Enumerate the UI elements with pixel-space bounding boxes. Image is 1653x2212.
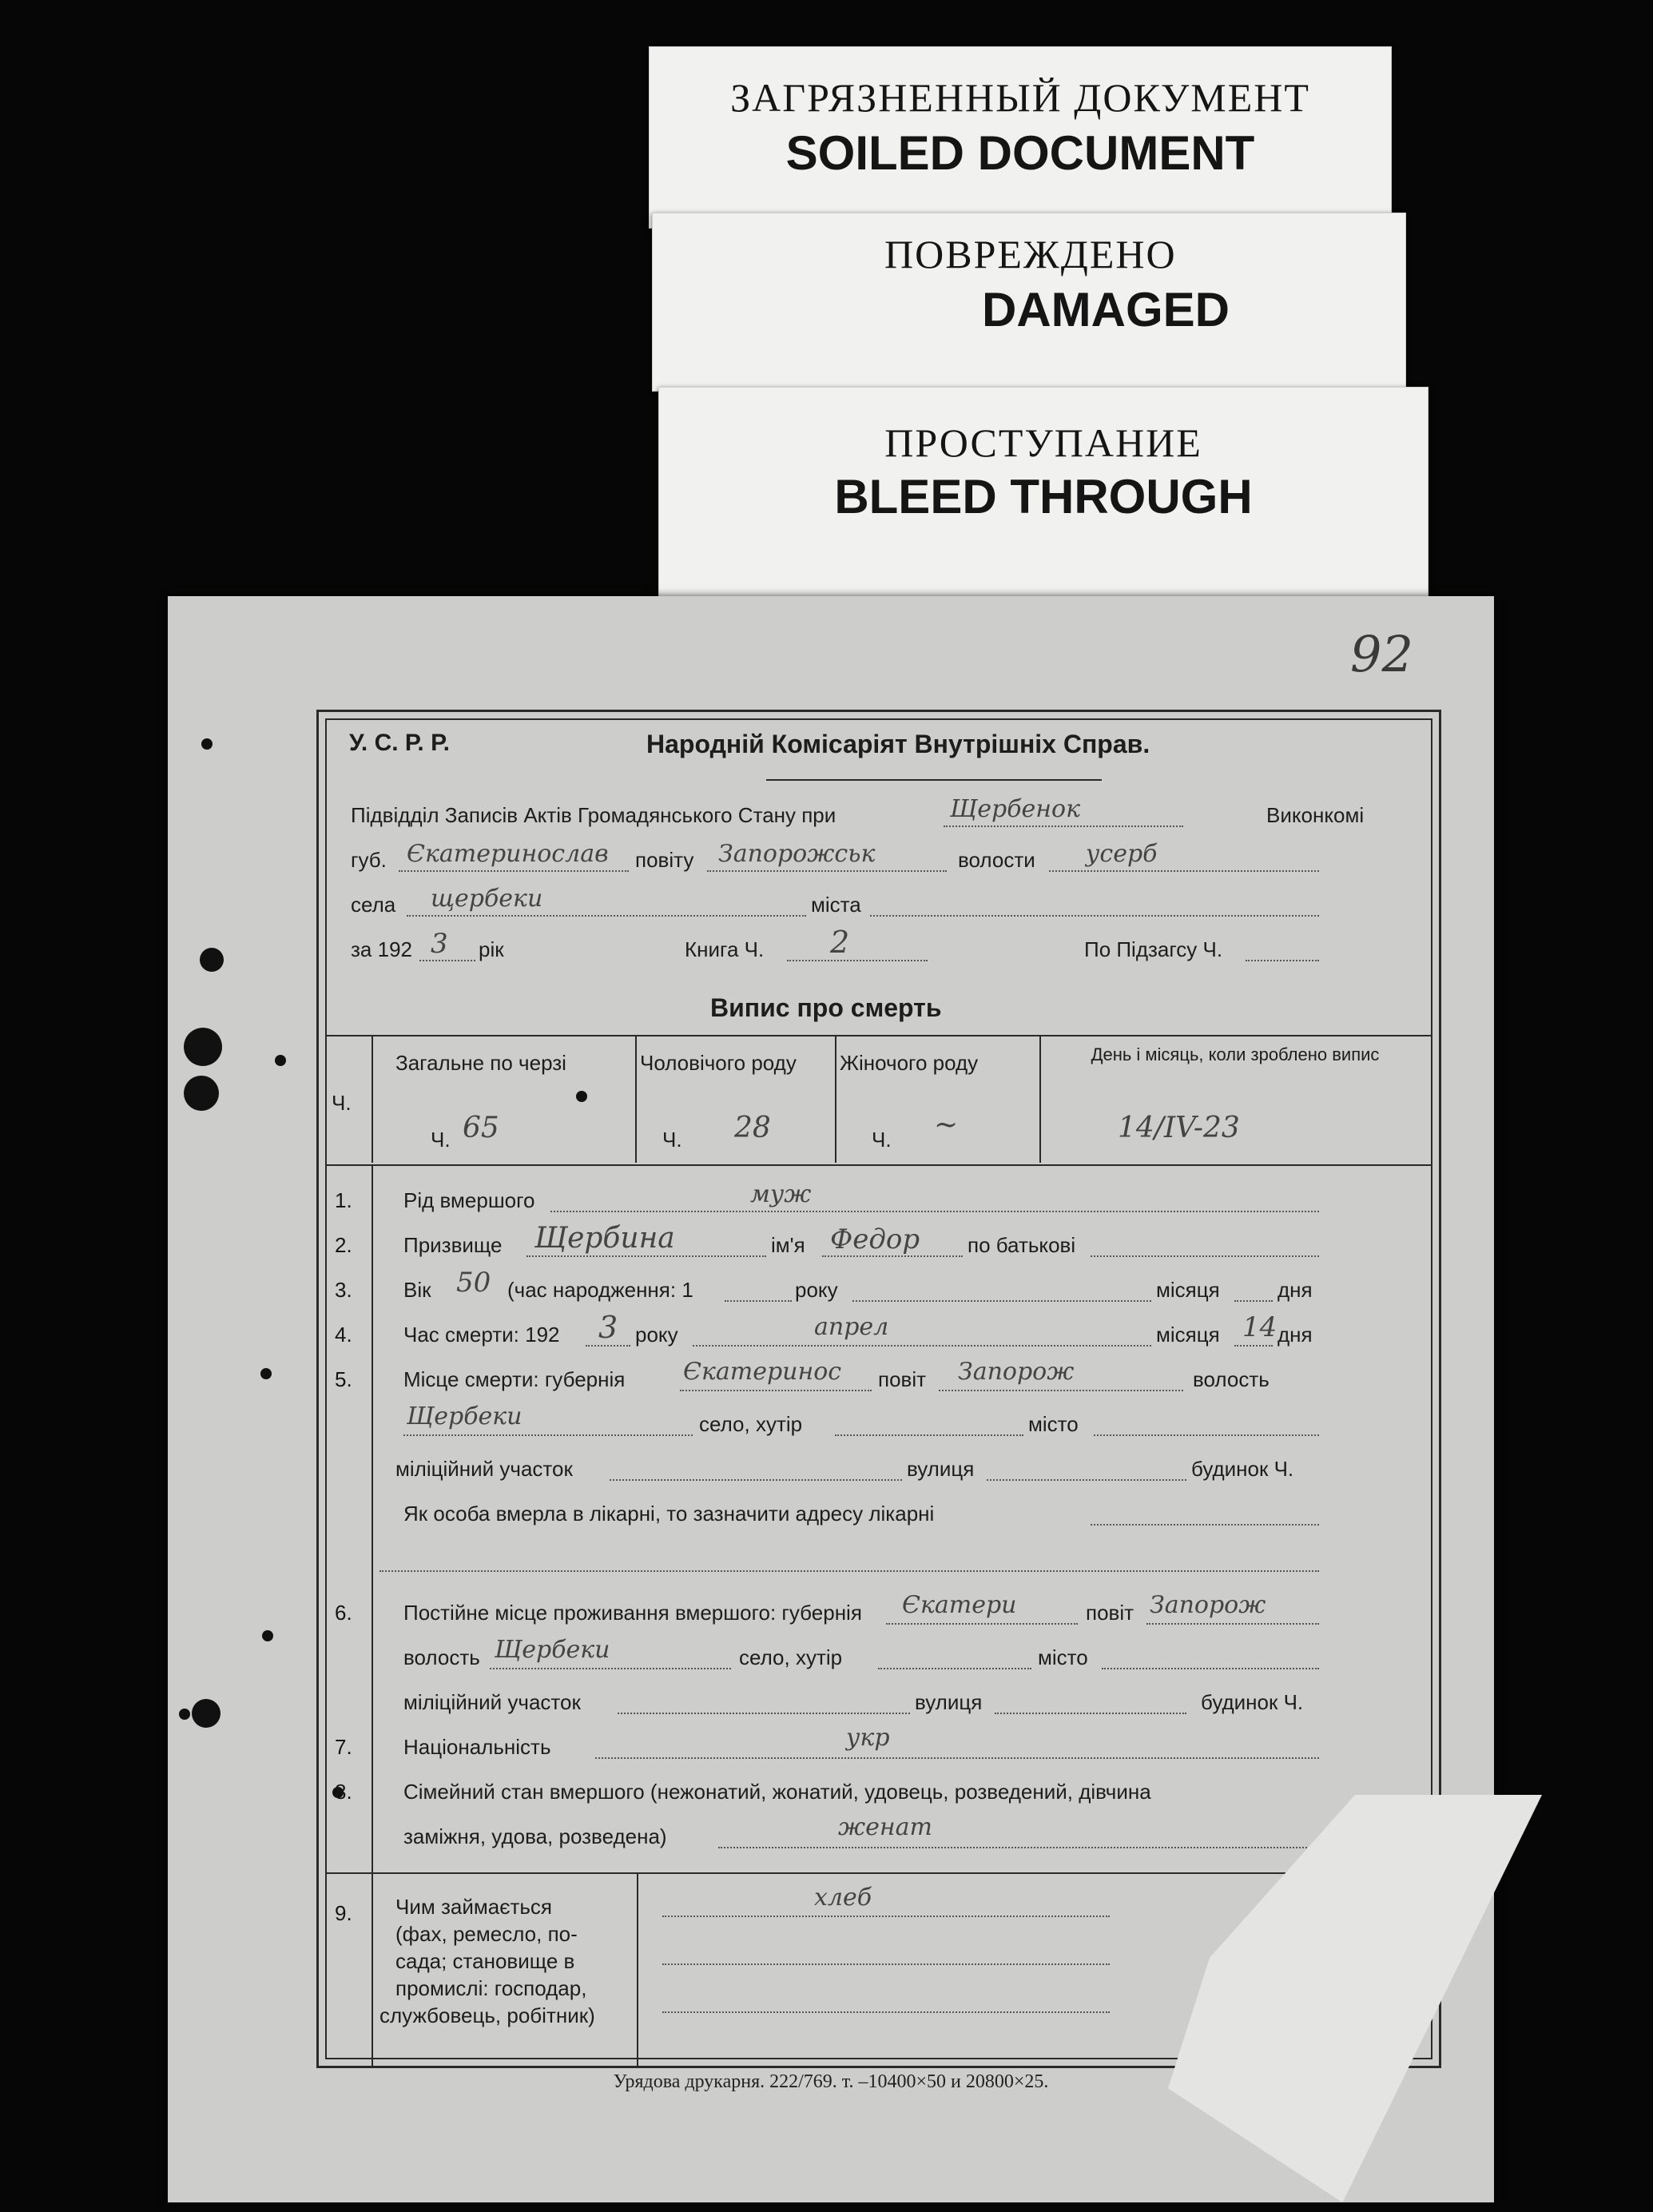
birth-day-label: дня xyxy=(1277,1278,1313,1302)
subsection-label: По Підзагсу Ч. xyxy=(1084,937,1223,961)
sex-value: муж xyxy=(750,1180,812,1208)
death-day-label: дня xyxy=(1277,1323,1313,1347)
death-village-value: Щербеки xyxy=(407,1402,523,1430)
death-village-label: село, хутір xyxy=(699,1412,803,1436)
tag-en-text: DAMAGED xyxy=(982,283,1230,336)
age-label: Вік xyxy=(403,1278,431,1302)
punch-hole xyxy=(192,1699,221,1728)
first-name-value: Федор xyxy=(830,1223,920,1255)
ministry-title: Народній Комісаріят Внутрішніх Справ. xyxy=(646,730,1150,758)
death-gub-value: Єкатеринос xyxy=(683,1358,842,1386)
volost-label: волости xyxy=(958,848,1035,872)
residence-town-label: місто xyxy=(1038,1645,1088,1669)
soiled-document-tag xyxy=(649,46,1392,229)
punch-hole xyxy=(275,1055,286,1066)
marital-status-value: женат xyxy=(838,1813,932,1841)
town-label: міста xyxy=(811,893,861,917)
patronymic-label: по батькові xyxy=(968,1233,1076,1257)
col-number: Ч. xyxy=(332,1091,352,1115)
punch-hole xyxy=(184,1028,222,1066)
occupation-label: (фах, ремесло, по- xyxy=(395,1922,578,1946)
state-abbrev: У. С. Р. Р. xyxy=(349,730,450,756)
occupation-label: сада; становище в xyxy=(395,1949,575,1973)
tag-en-text: SOILED DOCUMENT xyxy=(785,126,1255,180)
death-povit-value: Запорож xyxy=(958,1358,1075,1386)
marital-status-label-2: заміжня, удова, розведена) xyxy=(403,1824,667,1848)
surname-value: Щербина xyxy=(534,1222,675,1255)
form-border xyxy=(316,710,1441,2068)
occupation-label: промислі: господар, xyxy=(395,1976,587,2000)
damaged-tag xyxy=(652,213,1406,392)
death-year-label: року xyxy=(635,1323,678,1347)
subdivision-label: Підвідділ Записів Актів Громадянського Стану при xyxy=(351,803,836,827)
sex-label: Рід вмершого xyxy=(403,1188,535,1212)
birth-month-label: місяця xyxy=(1156,1278,1220,1302)
povit-value: Запорожськ xyxy=(718,840,876,868)
residence-gub-value: Єкатери xyxy=(902,1591,1017,1619)
year-value: 3 xyxy=(431,928,448,960)
female-value: ~ xyxy=(934,1108,959,1141)
tag-ru-text: ПОВРЕЖДЕНО xyxy=(884,232,1177,276)
year-suffix: рік xyxy=(479,937,504,961)
punch-hole xyxy=(200,948,224,972)
row-number: 8. xyxy=(335,1780,352,1804)
death-month-label: місяця xyxy=(1156,1323,1220,1347)
occupation-value: хлеб xyxy=(814,1884,872,1912)
residence-volost-label: волость xyxy=(403,1645,480,1669)
death-povit-label: повіт xyxy=(878,1367,927,1391)
row-number: 5. xyxy=(335,1367,352,1391)
povit-label: повіту xyxy=(635,848,694,872)
death-time-label: Час смерти: 192 xyxy=(403,1323,560,1347)
total-value: 65 xyxy=(463,1112,499,1144)
female-prefix: Ч. xyxy=(872,1128,892,1152)
punch-hole xyxy=(184,1076,219,1111)
row-number: 6. xyxy=(335,1601,352,1625)
residence-village-label: село, хутір xyxy=(739,1645,843,1669)
executive-committee-value: Щербенок xyxy=(950,795,1080,823)
volost-value: усерб xyxy=(1086,840,1158,868)
age-value: 50 xyxy=(456,1267,491,1299)
tag-en-text: BLEED THROUGH xyxy=(834,470,1253,523)
nationality-value: укр xyxy=(846,1724,890,1752)
residence-povit-value: Запорож xyxy=(1150,1591,1266,1619)
col-total-header: Загальне по черзі xyxy=(395,1051,566,1075)
col-date-header: День і місяць, коли зроблено випис xyxy=(1091,1044,1380,1064)
surname-label: Призвище xyxy=(403,1233,503,1257)
punch-hole xyxy=(201,738,213,750)
col-female-header: Жіночого роду xyxy=(840,1051,979,1075)
village-value: щербеки xyxy=(431,885,543,913)
gub-value: Єкатеринослав xyxy=(407,840,609,868)
death-street-label: вулиця xyxy=(907,1457,975,1481)
death-record-form xyxy=(168,596,1494,2202)
bleed-through-tag xyxy=(658,387,1428,598)
residence-house-label: будинок Ч. xyxy=(1201,1690,1304,1714)
nationality-label: Національність xyxy=(403,1735,551,1759)
tag-ru-text: ПРОСТУПАНИЕ xyxy=(884,420,1202,465)
residence-povit-label: повіт xyxy=(1086,1601,1134,1625)
form-title: Випис про смерть xyxy=(710,993,942,1022)
marital-status-label: Сімейний стан вмершого (нежонатий, жонатий, удовець, розведений, дівчина xyxy=(403,1780,1151,1804)
hospital-label: Як особа вмерла в лікарні, то зазначити адресу лікарні xyxy=(403,1502,935,1526)
residence-street-label: вулиця xyxy=(915,1690,983,1714)
punch-hole xyxy=(262,1630,273,1641)
first-name-label: ім'я xyxy=(771,1233,805,1257)
death-place-label: Місце смерти: губернія xyxy=(403,1367,626,1391)
death-police-label: міліційний участок xyxy=(395,1457,573,1481)
gub-label: губ. xyxy=(351,848,387,872)
birth-label: (час народження: 1 xyxy=(507,1278,693,1302)
occupation-label: службовець, робітник) xyxy=(379,2003,595,2027)
punch-hole xyxy=(260,1368,272,1379)
book-label: Книга Ч. xyxy=(685,937,765,961)
death-volost-label: волость xyxy=(1193,1367,1270,1391)
death-town-label: місто xyxy=(1028,1412,1079,1436)
row-number: 9. xyxy=(335,1901,352,1925)
year-label: за 192 xyxy=(351,937,412,961)
residence-label: Постійне місце проживання вмершого: губернія xyxy=(403,1601,862,1625)
book-value: 2 xyxy=(830,925,850,960)
tag-ru-text: ЗАГРЯЗНЕННЫЙ ДОКУМЕНТ xyxy=(730,75,1310,120)
folio-number: 92 xyxy=(1350,625,1413,683)
male-value: 28 xyxy=(734,1112,771,1144)
row-number: 7. xyxy=(335,1735,352,1759)
residence-police-label: міліційний участок xyxy=(403,1690,581,1714)
death-year-value: 3 xyxy=(598,1310,618,1345)
punch-hole xyxy=(179,1709,190,1720)
death-house-label: будинок Ч. xyxy=(1191,1457,1294,1481)
row-number: 3. xyxy=(335,1278,352,1302)
death-month-value: апрел xyxy=(814,1313,889,1341)
village-label: села xyxy=(351,893,396,917)
row-number: 2. xyxy=(335,1233,352,1257)
row-number: 1. xyxy=(335,1188,352,1212)
executive-committee-label: Виконкомі xyxy=(1266,803,1365,827)
death-day-value: 14 xyxy=(1242,1311,1277,1343)
col-male-header: Чоловічого роду xyxy=(640,1051,797,1075)
birth-year-label: року xyxy=(795,1278,838,1302)
male-prefix: Ч. xyxy=(662,1128,682,1152)
residence-volost-value: Щербеки xyxy=(495,1636,610,1664)
occupation-label: Чим займається xyxy=(395,1895,552,1919)
date-value: 14/IV-23 xyxy=(1118,1112,1240,1144)
total-prefix: Ч. xyxy=(431,1128,451,1152)
printer-footer: Урядова друкарня. 222/769. т. –10400×50 и 20800×25. xyxy=(613,2071,1049,2092)
row-number: 4. xyxy=(335,1323,352,1347)
